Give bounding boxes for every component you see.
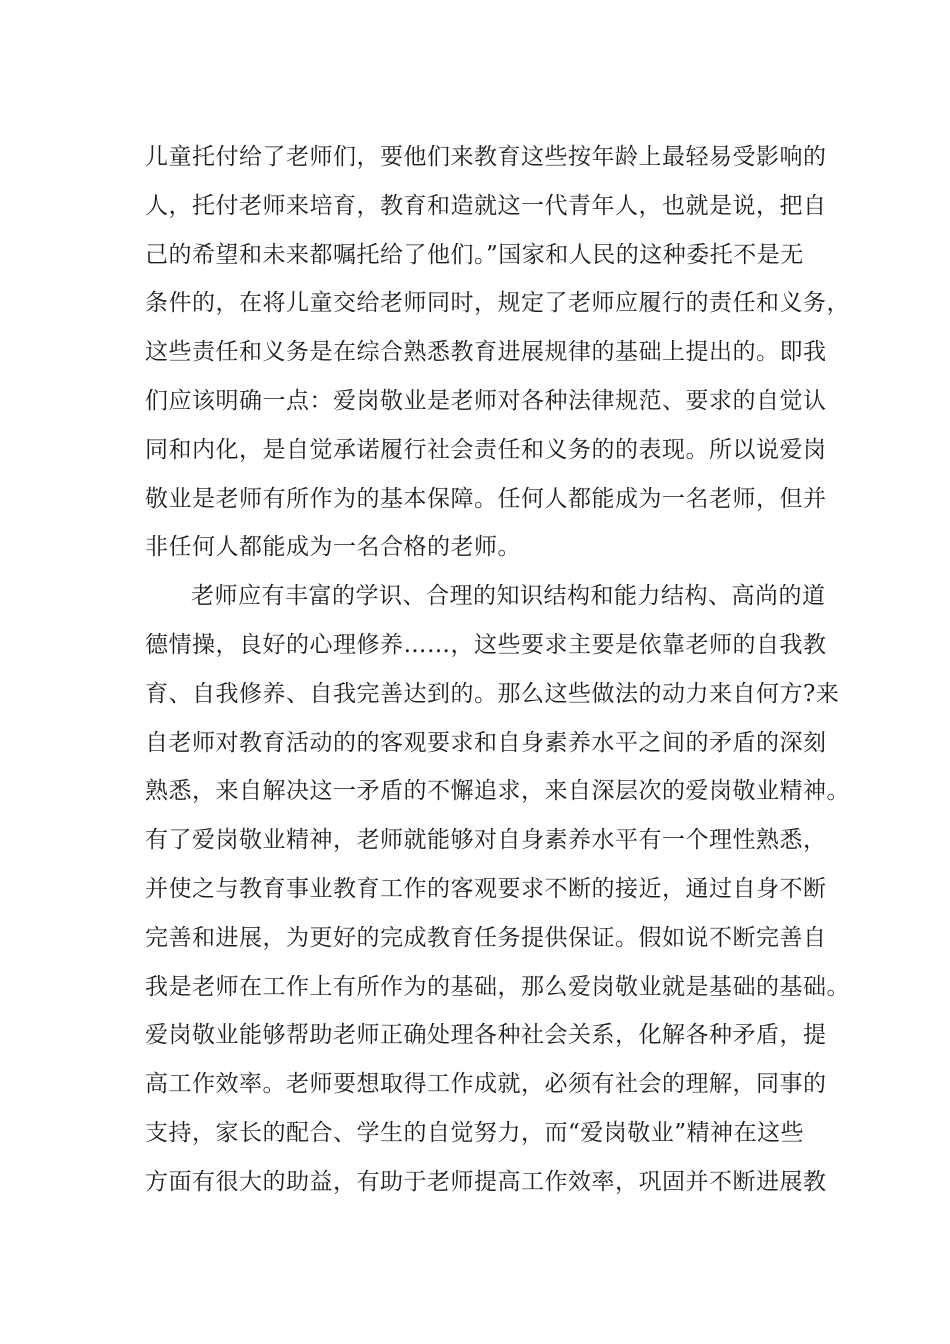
text-line: 高工作效率。老师要想取得工作成就，必须有社会的理解，同事的 bbox=[145, 1071, 827, 1098]
text-line: 支持，家长的配合、学生的自觉努力，而“爱岗敬业”精神在这些 bbox=[145, 1119, 805, 1146]
text-line: 非任何人都能成为一名合格的老师。 bbox=[145, 534, 521, 561]
paragraph-first-line: 老师应有丰富的学识、合理的知识结构和能力结构、高尚的道 bbox=[191, 583, 826, 610]
text-line: 这些责任和义务是在综合熟悉教育进展规律的基础上提出的。即我 bbox=[145, 339, 827, 366]
text-line: 儿童托付给了老师们，要他们来教育这些按年龄上最轻易受影响的 bbox=[145, 144, 827, 170]
text-line: 己的希望和未来都嘱托给了他们。”国家和人民的这种委托不是无 bbox=[145, 241, 804, 268]
text-line: 方面有很大的助益，有助于老师提高工作效率，巩固并不断进展教 bbox=[145, 1168, 827, 1195]
text-line: 德情操，良好的心理修养……，这些要求主要是依靠老师的自我教 bbox=[145, 631, 827, 658]
text-line: 敬业是老师有所作为的基本保障。任何人都能成为一名老师，但并 bbox=[145, 485, 827, 512]
text-line: 爱岗敬业能够帮助老师正确处理各种社会关系，化解各种矛盾，提 bbox=[145, 1022, 827, 1049]
text-line: 我是老师在工作上有所作为的基础，那么爱岗敬业就是基础的基础。 bbox=[145, 973, 850, 1000]
text-line: 并使之与教育事业教育工作的客观要求不断的接近，通过自身不断 bbox=[145, 875, 827, 902]
text-line: 自老师对教育活动的的客观要求和自身素养水平之间的矛盾的深刻 bbox=[145, 729, 827, 756]
text-line: 育、自我修养、自我完善达到的。那么这些做法的动力来自何方?来 bbox=[145, 680, 840, 707]
text-line: 完善和进展，为更好的完成教育任务提供保证。假如说不断完善自 bbox=[145, 924, 827, 951]
text-line: 人，托付老师来培育，教育和造就这一代青年人，也就是说，把自 bbox=[145, 192, 827, 219]
text-line: 有了爱岗敬业精神，老师就能够对自身素养水平有一个理性熟悉， bbox=[145, 827, 827, 854]
text-line: 同和内化，是自觉承诺履行社会责任和义务的的表现。所以说爱岗 bbox=[145, 436, 827, 463]
text-line: 们应该明确一点：爱岗敬业是老师对各种法律规范、要求的自觉认 bbox=[145, 387, 827, 414]
body-text bbox=[145, 133, 850, 1207]
text-line: 条件的，在将儿童交给老师同时，规定了老师应履行的责任和义务， bbox=[145, 290, 850, 317]
text-line: 熟悉，来自解决这一矛盾的不懈追求，来自深层次的爱岗敬业精神。 bbox=[145, 778, 850, 805]
